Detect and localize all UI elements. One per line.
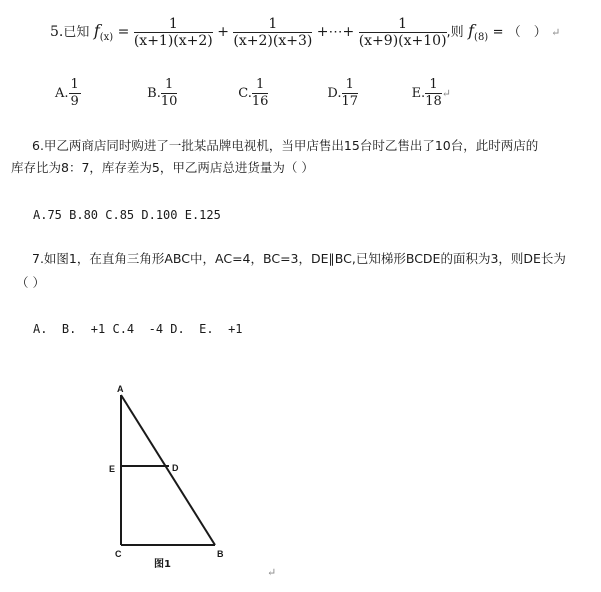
question-6-options: A.75 B.80 C.85 D.100 E.125 bbox=[33, 208, 221, 222]
vertex-c-label: C bbox=[115, 549, 122, 559]
question-5-options bbox=[55, 74, 451, 114]
q5-option-c bbox=[238, 74, 323, 114]
q5-option-label: C. bbox=[238, 86, 252, 101]
q5-option-denominator: 9 bbox=[70, 94, 79, 109]
q5-option-fraction bbox=[69, 77, 81, 110]
side-ab bbox=[121, 395, 215, 545]
q6-line-1: 6.甲乙两商店同时购进了一批某品牌电视机，当甲店售出15台时乙售出了10台，此时两店的 bbox=[32, 138, 539, 153]
q5-f8-subscript: (8) bbox=[474, 32, 489, 43]
question-7-text bbox=[32, 248, 566, 270]
q6-line-2: 库存比为8：7，库存差为5，甲乙两店总进货量为（ ） bbox=[11, 160, 314, 175]
question-6-text bbox=[32, 135, 538, 157]
q5-option-fraction bbox=[252, 77, 269, 110]
q5-comma-then: ,则 bbox=[446, 25, 464, 40]
q5-option-a bbox=[55, 74, 143, 114]
q7-line-1: 7.如图1，在直角三角形ABC中，AC=4，BC=3，DE∥BC,已知梯形BCDE的面积为3，则DE长为 bbox=[32, 251, 566, 266]
q5-option-denominator: 10 bbox=[160, 94, 178, 109]
q5-option-denominator: 17 bbox=[341, 94, 359, 109]
q5-option-label: E. bbox=[411, 86, 426, 101]
figure-end-return-mark: ↵ bbox=[267, 566, 277, 579]
q5-ellipsis: +⋯+ bbox=[316, 24, 355, 40]
q5-term-3-numerator: 1 bbox=[359, 16, 447, 33]
q5-option-fraction bbox=[161, 77, 178, 110]
figure-1-triangle bbox=[100, 380, 240, 575]
point-e-label: E bbox=[109, 464, 116, 474]
q5-option-numerator: 1 bbox=[70, 77, 79, 92]
q5-option-e bbox=[412, 74, 451, 114]
q5-options-return-mark: ↵ bbox=[441, 87, 451, 100]
vertex-a-label: A bbox=[117, 384, 124, 394]
q5-option-denominator: 18 bbox=[425, 94, 442, 109]
question-7-text-line-2 bbox=[16, 272, 45, 294]
q5-option-label: B. bbox=[147, 86, 161, 101]
q5-term-2 bbox=[233, 16, 312, 49]
q5-term-3-denominator: (x+9)(x+10) bbox=[358, 32, 447, 49]
q5-function-subscript: (x) bbox=[99, 32, 114, 43]
q5-term-1-numerator: 1 bbox=[134, 16, 213, 33]
q5-option-b bbox=[147, 74, 234, 114]
q5-f8-f: f bbox=[468, 21, 475, 40]
q5-option-numerator: 1 bbox=[342, 77, 359, 94]
q5-term-2-numerator: 1 bbox=[233, 16, 312, 33]
q5-term-1 bbox=[134, 16, 213, 49]
q5-answer-blank: = （ ） bbox=[492, 25, 547, 40]
vertex-b-label: B bbox=[217, 549, 224, 559]
q5-return-mark: ↵ bbox=[551, 26, 561, 39]
q5-plus: + bbox=[217, 24, 229, 40]
q5-option-fraction bbox=[342, 77, 359, 110]
q5-option-d bbox=[327, 74, 407, 114]
point-d-label: D bbox=[172, 463, 179, 473]
q5-term-3 bbox=[359, 16, 447, 49]
question-5-formula bbox=[50, 10, 560, 52]
q5-term-2-denominator: (x+2)(x+3) bbox=[233, 32, 313, 49]
q5-option-label: A. bbox=[55, 86, 69, 101]
q5-term-1-denominator: (x+1)(x+2) bbox=[133, 32, 213, 49]
q5-option-numerator: 1 bbox=[252, 77, 269, 94]
q5-function-f: f bbox=[93, 21, 100, 40]
figure-caption: 图1 bbox=[154, 559, 171, 570]
q5-option-numerator: 1 bbox=[425, 77, 442, 94]
q5-option-label: D. bbox=[327, 86, 342, 101]
q5-number: 5. bbox=[50, 24, 64, 40]
question-7-options: A. B. +1 C.4 -4 D. E. +1 bbox=[33, 322, 243, 336]
q5-prefix: 已知 bbox=[63, 25, 90, 40]
q5-option-fraction bbox=[425, 77, 442, 110]
q7-line-2: （ ） bbox=[16, 275, 45, 290]
q5-option-denominator: 16 bbox=[251, 94, 269, 109]
q5-equals: = bbox=[117, 24, 130, 40]
question-6-text-line-2 bbox=[11, 157, 314, 179]
q5-option-numerator: 1 bbox=[161, 77, 178, 94]
